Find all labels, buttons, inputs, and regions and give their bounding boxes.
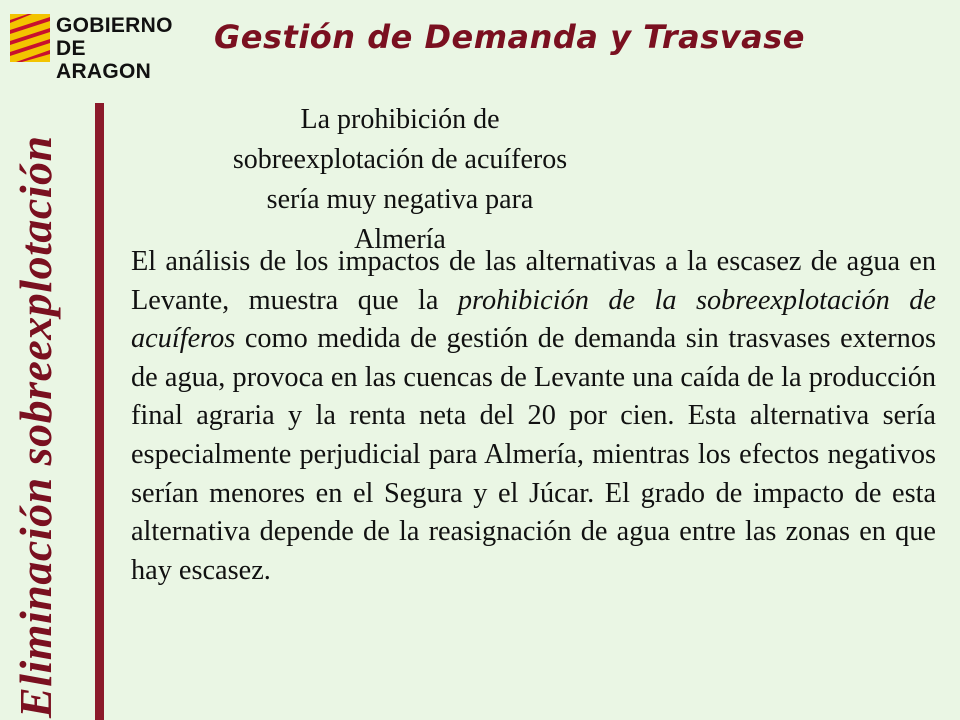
side-title: Eliminación sobreexplotación xyxy=(10,135,61,718)
logo-line-2: DE ARAGON xyxy=(56,37,152,83)
gobierno-aragon-logo xyxy=(10,10,185,83)
slide-subtitle: La prohibición de sobreexplotación de acuíferos sería muy negativa para Almería xyxy=(232,104,568,255)
body-text-part-1: El análisis de los impactos de las alternativas a la escasez de agua en Levante, muestra que la xyxy=(131,246,936,316)
accent-bar xyxy=(95,103,104,720)
body-text-emphasis: prohibición de la sobreexplotación de acuíferos xyxy=(131,284,936,355)
aragon-flag-icon xyxy=(10,14,50,62)
body-paragraph xyxy=(131,243,936,590)
page-title: Gestión de Demanda y Trasvase xyxy=(214,18,805,56)
body-text-part-2: como medida de gestión de demanda sin trasvases externos de agua, provoca en las cuencas de Levante una caída de la producción final agraria y la renta neta del 20 por cien. Esta alternativa sería especialmente perjudicial para Almería, mientras los efectos negativos serían menores en el Segura y el Júcar. El grado de impacto de esta alternativa depende de la reasignación de agua entre las zonas en que hay escasez. xyxy=(131,323,936,586)
logo-line-1: GOBIERNO xyxy=(56,14,173,37)
logo-text xyxy=(56,14,185,83)
